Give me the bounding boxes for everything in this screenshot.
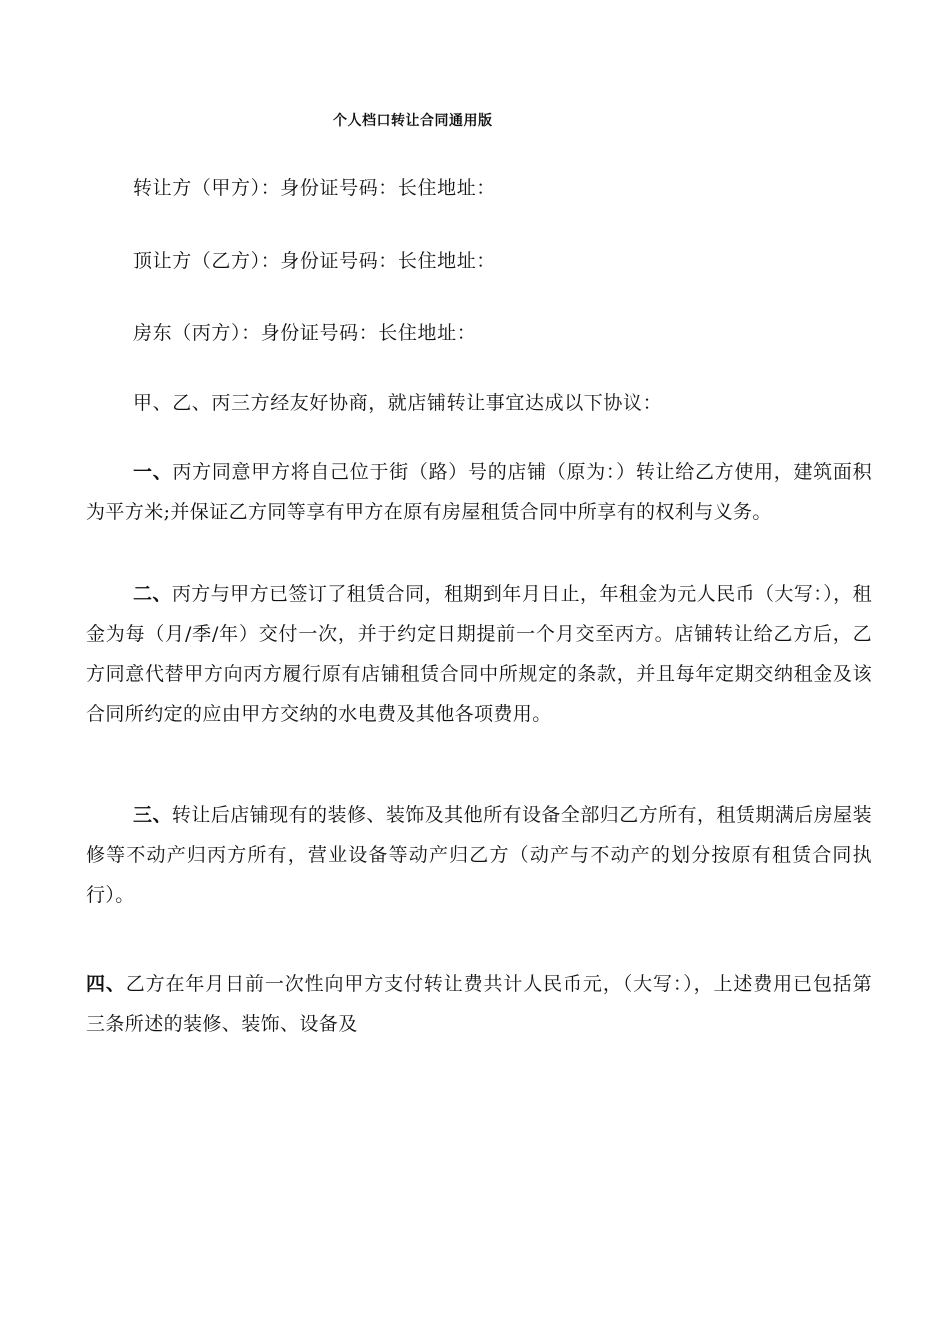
intro-line: 甲、乙、丙三方经友好协商，就店铺转让事宜达成以下协议：	[133, 392, 663, 414]
clause-1-number: 一、	[133, 461, 173, 483]
clause-4	[86, 964, 872, 1044]
document-title: 个人档口转让合同通用版	[333, 113, 493, 129]
clause-3-text: 转让后店铺现有的装修、装饰及其他所有设备全部归乙方所有，租赁期满后房屋装修等不动产归丙方所有，营业设备等动产归乙方（动产与不动产的划分按原有租赁合同执行）。	[86, 804, 872, 906]
clause-3-number: 三、	[133, 804, 172, 826]
clause-1	[86, 452, 872, 532]
clause-4-number: 四、	[86, 973, 126, 995]
party-c-line: 房东（丙方）：身份证号码：长住地址：	[133, 322, 477, 344]
clause-2-text: 丙方与甲方已签订了租赁合同，租期到年月日止，年租金为元人民币（大写：），租金为每（月/季/年）交付一次，并于约定日期提前一个月交至丙方。店铺转让给乙方后，乙方同意代替甲方向丙方履行原有店铺租赁合同中所规定的条款，并且每年定期交纳租金及该合同所约定的应由甲方交纳的水电费及其他各项费用。	[86, 583, 872, 725]
clause-2-number: 二、	[133, 583, 172, 605]
clause-2	[86, 574, 872, 734]
party-a-line: 转让方（甲方）：身份证号码：长住地址：	[133, 177, 496, 199]
clause-4-text: 乙方在年月日前一次性向甲方支付转让费共计人民币元，（大写：），上述费用已包括第三条所述的装修、装饰、设备及	[86, 973, 872, 1035]
party-b-line: 顶让方（乙方）：身份证号码：长住地址：	[133, 250, 496, 272]
clause-3	[86, 795, 872, 915]
clause-1-text: 丙方同意甲方将自己位于街（路）号的店铺（原为：）转让给乙方使用，建筑面积为平方米;并保证乙方同等享有甲方在原有房屋租赁合同中所享有的权利与义务。	[86, 461, 872, 523]
